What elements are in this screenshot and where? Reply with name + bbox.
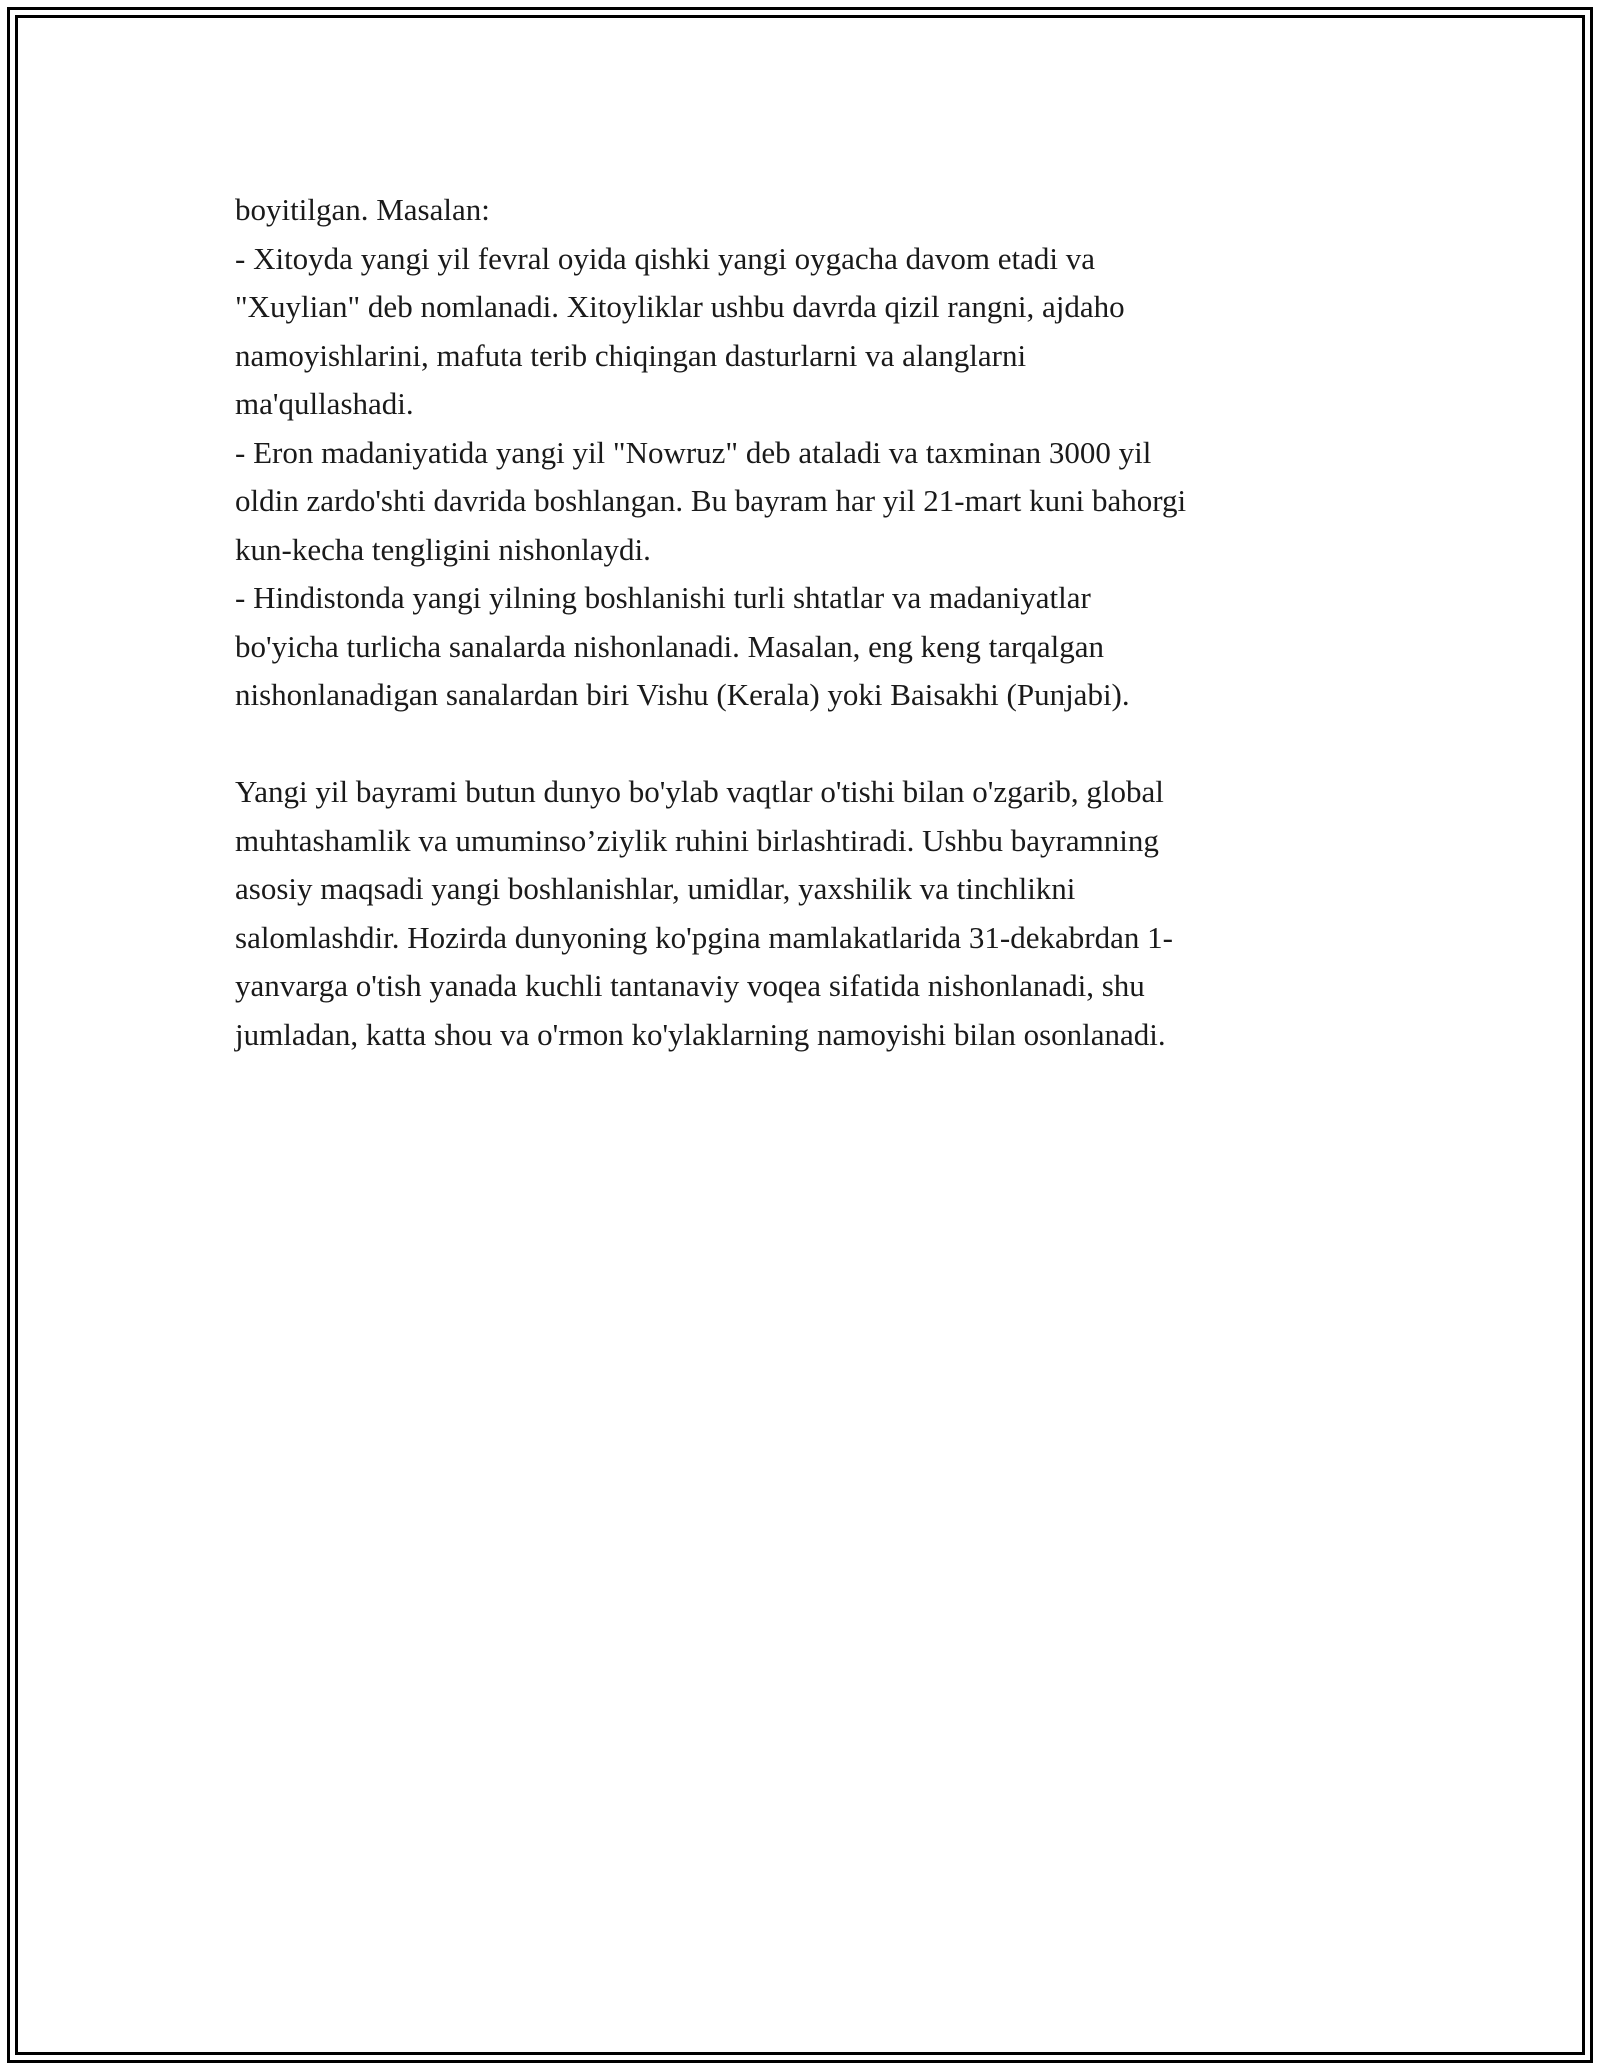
text-line: "Xuylian" deb nomlanadi. Xitoyliklar ushbu davrda qizil rangni, ajdaho — [235, 289, 1125, 324]
text-line: muhtashamlik va umuminso’ziylik ruhini birlashtiradi. Ushbu bayramning — [235, 822, 1159, 858]
paragraph-spacer — [235, 720, 1375, 769]
text-line: namoyishlarini, mafuta terib chiqingan dasturlarni va alanglarni — [235, 337, 1027, 373]
text-line: oldin zardo'shti davrida boshlangan. Bu bayram har yil 21-mart kuni bahorgi — [235, 483, 1187, 518]
text-line: bo'yicha turlicha sanalarda nishonlanadi. Masalan, eng keng tarqalgan — [235, 628, 1104, 664]
text-line: boyitilgan. Masalan: — [235, 192, 490, 227]
text-line: - Hindistonda yangi yilning boshlanishi turli shtatlar va madaniyatlar — [235, 580, 1091, 615]
text-line: nishonlanadigan sanalardan biri Vishu (Kerala) yoki Baisakhi (Punjabi). — [235, 677, 1130, 712]
text-line: asosiy maqsadi yangi boshlanishlar, umidlar, yaxshilik va tinchlikni — [235, 871, 1076, 906]
text-line: - Xitoyda yangi yil fevral oyida qishki yangi oygacha davom etadi va — [235, 240, 1096, 276]
paragraph-new-year-traditions — [235, 186, 1375, 720]
text-line: kun-kecha tengligini nishonlaydi. — [235, 531, 651, 567]
text-line: yanvarga o'tish yanada kuchli tantanaviy voqea sifatida nishonlanadi, shu — [235, 968, 1145, 1003]
document-body — [235, 186, 1375, 1059]
paragraph-conclusion — [235, 768, 1375, 1059]
text-line: salomlashdir. Hozirda dunyoning ko'pgina mamlakatlarida 31-dekabrdan 1- — [235, 919, 1173, 955]
text-line: Yangi yil bayrami butun dunyo bo'ylab vaqtlar o'tishi bilan o'zgarib, global — [235, 774, 1164, 809]
text-line: - Eron madaniyatida yangi yil "Nowruz" deb ataladi va taxminan 3000 yil — [235, 434, 1152, 470]
text-line: jumladan, katta shou va o'rmon ko'ylaklarning namoyishi bilan osonlanadi. — [235, 1016, 1166, 1052]
text-line: ma'qullashadi. — [235, 386, 414, 421]
